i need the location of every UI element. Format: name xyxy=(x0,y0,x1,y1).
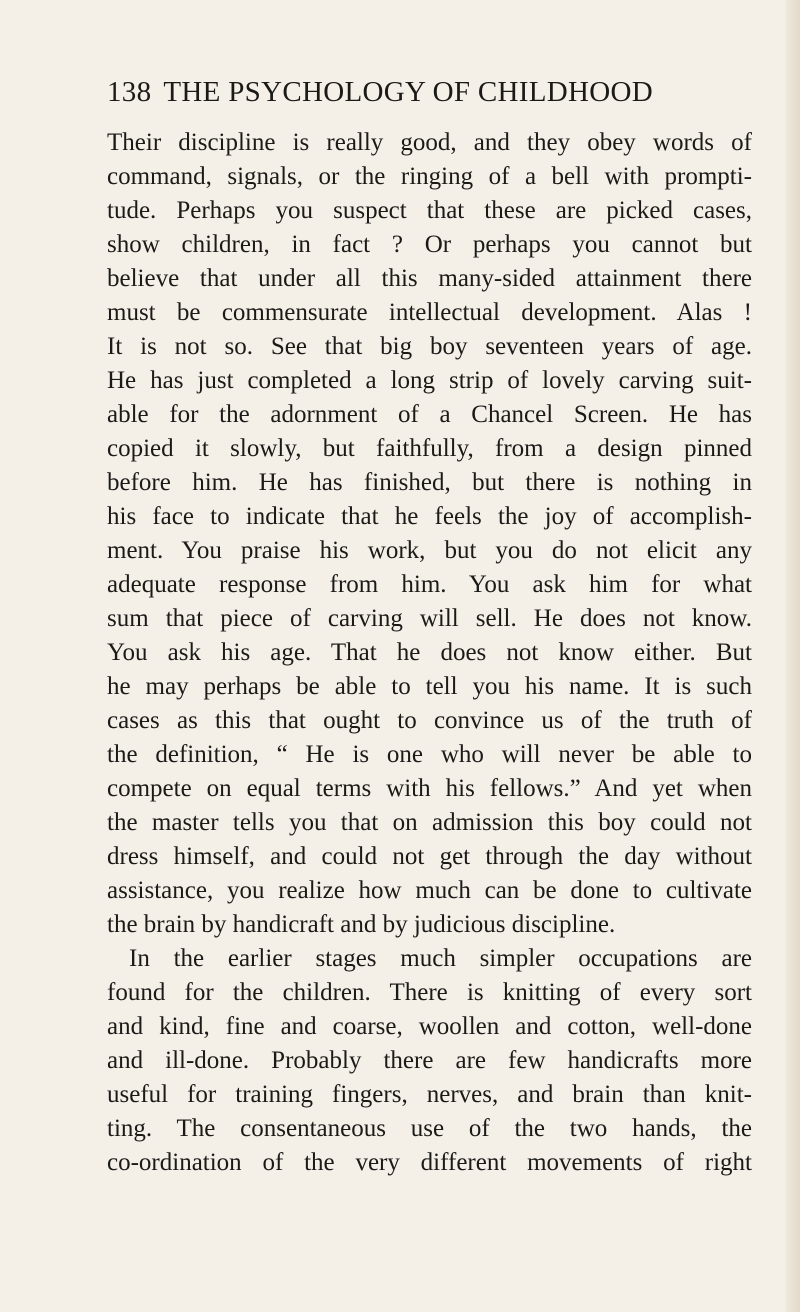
text-line: You ask his age. That he does not know either. But xyxy=(107,639,752,666)
text-line: It is not so. See that big boy seventeen years of age. xyxy=(107,333,752,360)
text-line: the master tells you that on admission this boy could not xyxy=(107,809,752,836)
text-line: assistance, you realize how much can be done to cultivate xyxy=(107,877,752,904)
text-line: Their discipline is really good, and they obey words of xyxy=(107,129,752,156)
text-line: copied it slowly, but faithfully, from a design pinned xyxy=(107,435,752,462)
text-line: In the earlier stages much simpler occupations are xyxy=(129,945,752,972)
text-line: believe that under all this many-sided attainment there xyxy=(107,265,752,292)
text-line: sum that piece of carving will sell. He does not know. xyxy=(107,605,752,632)
text-line: found for the children. There is knitting of every sort xyxy=(107,979,752,1006)
text-line: compete on equal terms with his fellows.” And yet when xyxy=(107,775,752,802)
text-line: must be commensurate intellectual development. Alas ! xyxy=(107,299,752,326)
running-header xyxy=(107,76,653,109)
text-line: useful for training fingers, nerves, and brain than knit- xyxy=(107,1081,752,1108)
text-line: his face to indicate that he feels the joy of accomplish- xyxy=(107,503,752,530)
text-line: ting. The consentaneous use of the two hands, the xyxy=(107,1115,752,1142)
text-line: and ill-done. Probably there are few handicrafts more xyxy=(107,1047,752,1074)
text-line: able for the adornment of a Chancel Screen. He has xyxy=(107,401,752,428)
text-line: the definition, “ He is one who will never be able to xyxy=(107,741,752,768)
text-line: he may perhaps be able to tell you his name. It is such xyxy=(107,673,752,700)
text-line: He has just completed a long strip of lovely carving suit- xyxy=(107,367,752,394)
text-line: adequate response from him. You ask him for what xyxy=(107,571,752,598)
running-title: THE PSYCHOLOGY OF CHILDHOOD xyxy=(163,76,653,108)
page-edge xyxy=(786,0,800,1312)
text-line: and kind, fine and coarse, woollen and cotton, well-done xyxy=(107,1013,752,1040)
text-line: show children, in fact ? Or perhaps you cannot but xyxy=(107,231,752,258)
text-line: co-ordination of the very different movements of right xyxy=(107,1149,752,1176)
text-line: command, signals, or the ringing of a bell with prompti- xyxy=(107,163,752,190)
page-number: 138 xyxy=(107,76,152,108)
text-line: before him. He has finished, but there is nothing in xyxy=(107,469,752,496)
text-line: tude. Perhaps you suspect that these are picked cases, xyxy=(107,197,752,224)
text-line: the brain by handicraft and by judicious discipline. xyxy=(107,911,616,938)
text-line: ment. You praise his work, but you do not elicit any xyxy=(107,537,752,564)
text-line: dress himself, and could not get through the day without xyxy=(107,843,752,870)
body-text xyxy=(107,126,752,1180)
text-line: cases as this that ought to convince us of the truth of xyxy=(107,707,752,734)
